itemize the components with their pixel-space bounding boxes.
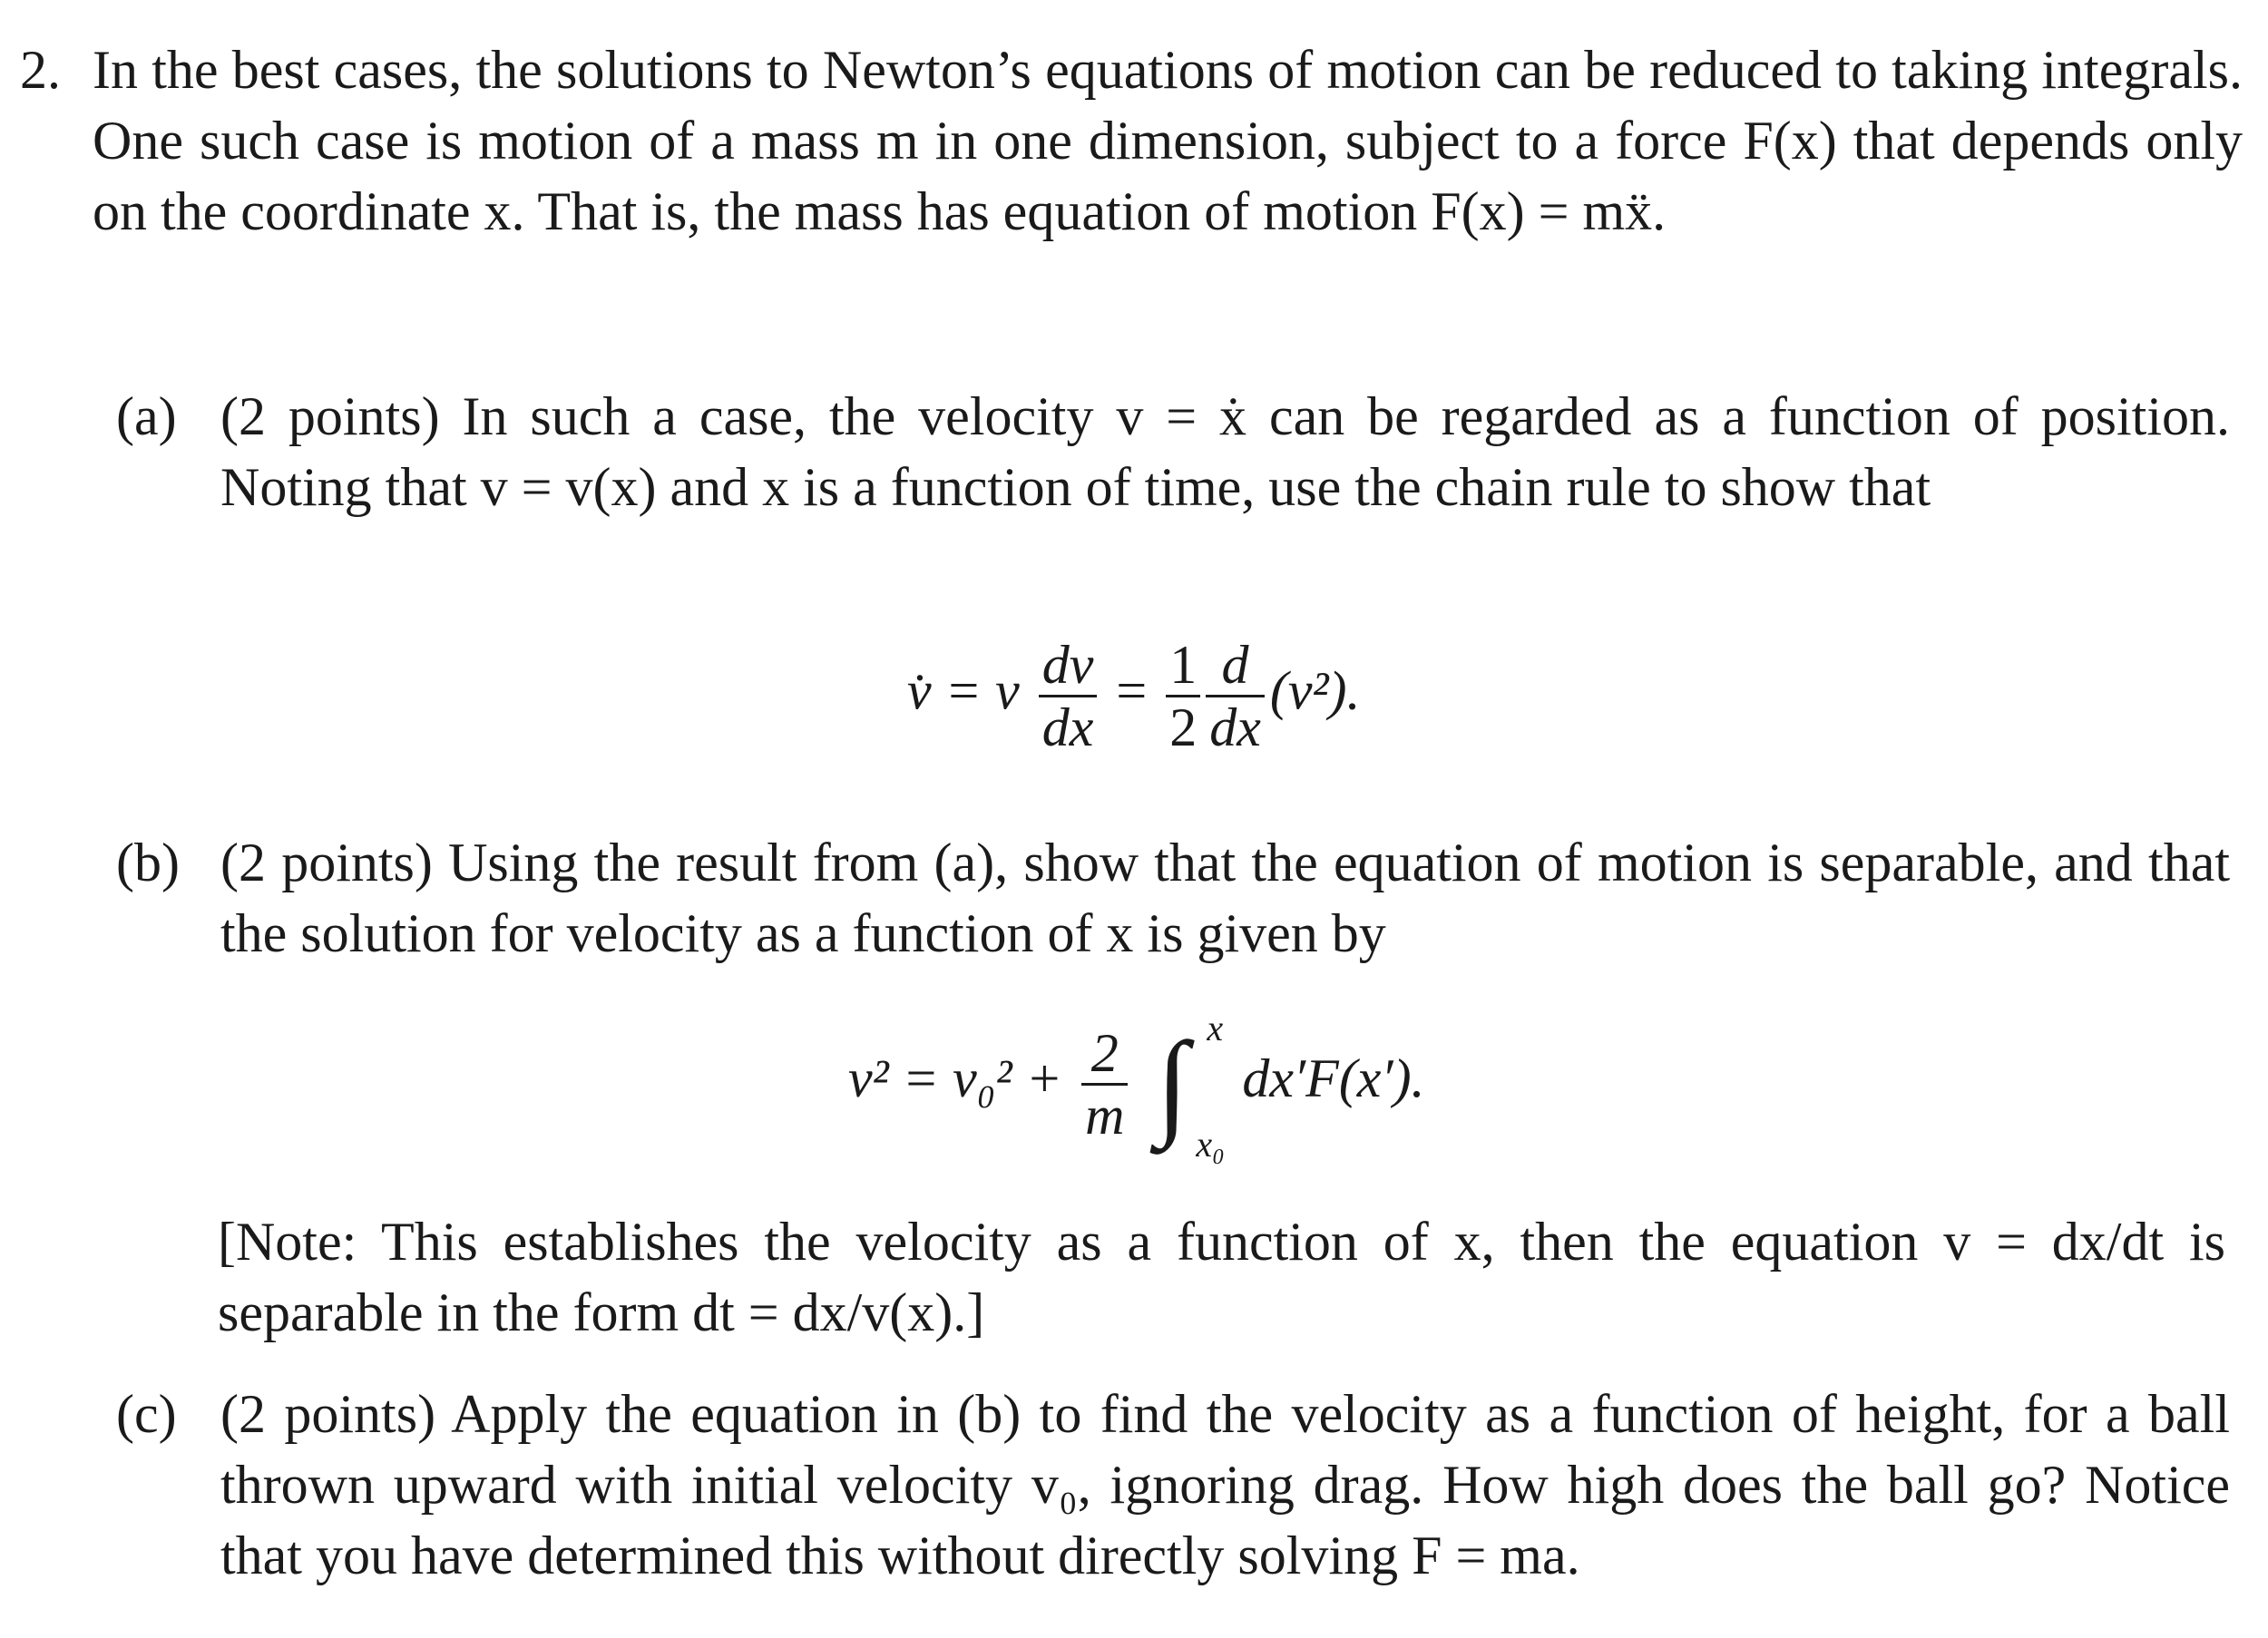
eq-a-frac-d-dx	[1206, 635, 1265, 757]
eq-a-frac1-num: dv	[1039, 635, 1098, 697]
eq-a-frac2-num: 1	[1166, 635, 1200, 697]
eq-a-lhs: v̇ = v	[907, 660, 1020, 721]
part-b-text: (2 points) Using the result from (a), show that the equation of motion is separable, and that the solution for velocity as a function of x is given by	[220, 833, 2230, 963]
problem-number: 2.	[20, 40, 61, 100]
part-b-note: [Note: This establishes the velocity as a function of x, then the equation v = dx/dt is separable in the form dt = dx/v(x).]	[218, 1212, 2225, 1342]
eq-a-frac3-den: dx	[1209, 697, 1261, 757]
integral-sign: ∫ x x₀	[1156, 1008, 1226, 1165]
eq-b-frac-2-m	[1081, 1023, 1128, 1146]
eq-a-frac-dv-dx	[1039, 635, 1098, 757]
part-b	[116, 827, 2230, 969]
eq-b-lhs: v² = v₀² +	[848, 1048, 1063, 1108]
eq-b-tail: dx′F(x′).	[1242, 1048, 1425, 1108]
eq-a-frac1-den: dx	[1041, 697, 1094, 757]
equation-a	[907, 635, 1360, 757]
problem-intro: In the best cases, the solutions to Newton’s equations of motion can be reduced to taking integrals. One such case is motion of a mass m in one dimension, subject to a force F(x) that depends only on the coordinate x. That is, the mass has equation of motion F(x) = mẍ.	[93, 40, 2243, 241]
part-c	[116, 1379, 2230, 1591]
part-c-text: (2 points) Apply the equation in (b) to find the velocity as a function of height, for a ball thrown upward with initial velocity v₀, ignoring drag. How high does the ball go? Notice that you have determined this without directly solving F = ma.	[220, 1384, 2230, 1585]
eq-a-equals: =	[1116, 660, 1148, 721]
eq-a-tail: (v²).	[1269, 660, 1361, 721]
part-a	[116, 381, 2230, 522]
eq-a-frac2-den: 2	[1169, 697, 1198, 757]
eq-a-frac3-num: d	[1206, 635, 1265, 697]
eq-b-frac-num: 2	[1081, 1023, 1128, 1086]
eq-b-frac-den: m	[1085, 1085, 1125, 1146]
part-a-label: (a)	[116, 386, 177, 446]
part-b-label: (b)	[116, 833, 180, 892]
part-c-label: (c)	[116, 1384, 177, 1444]
equation-b	[848, 1008, 1425, 1165]
integral-lower-limit: x₀	[1196, 1124, 1226, 1165]
problem-2	[20, 34, 2243, 247]
eq-a-frac-half	[1166, 635, 1200, 757]
part-a-text: (2 points) In such a case, the velocity v = ẋ can be regarded as a function of position. Noting that v = v(x) and x is a function of time, use the chain rule to show that	[220, 386, 2230, 517]
integral-upper-limit: x	[1207, 1008, 1224, 1048]
